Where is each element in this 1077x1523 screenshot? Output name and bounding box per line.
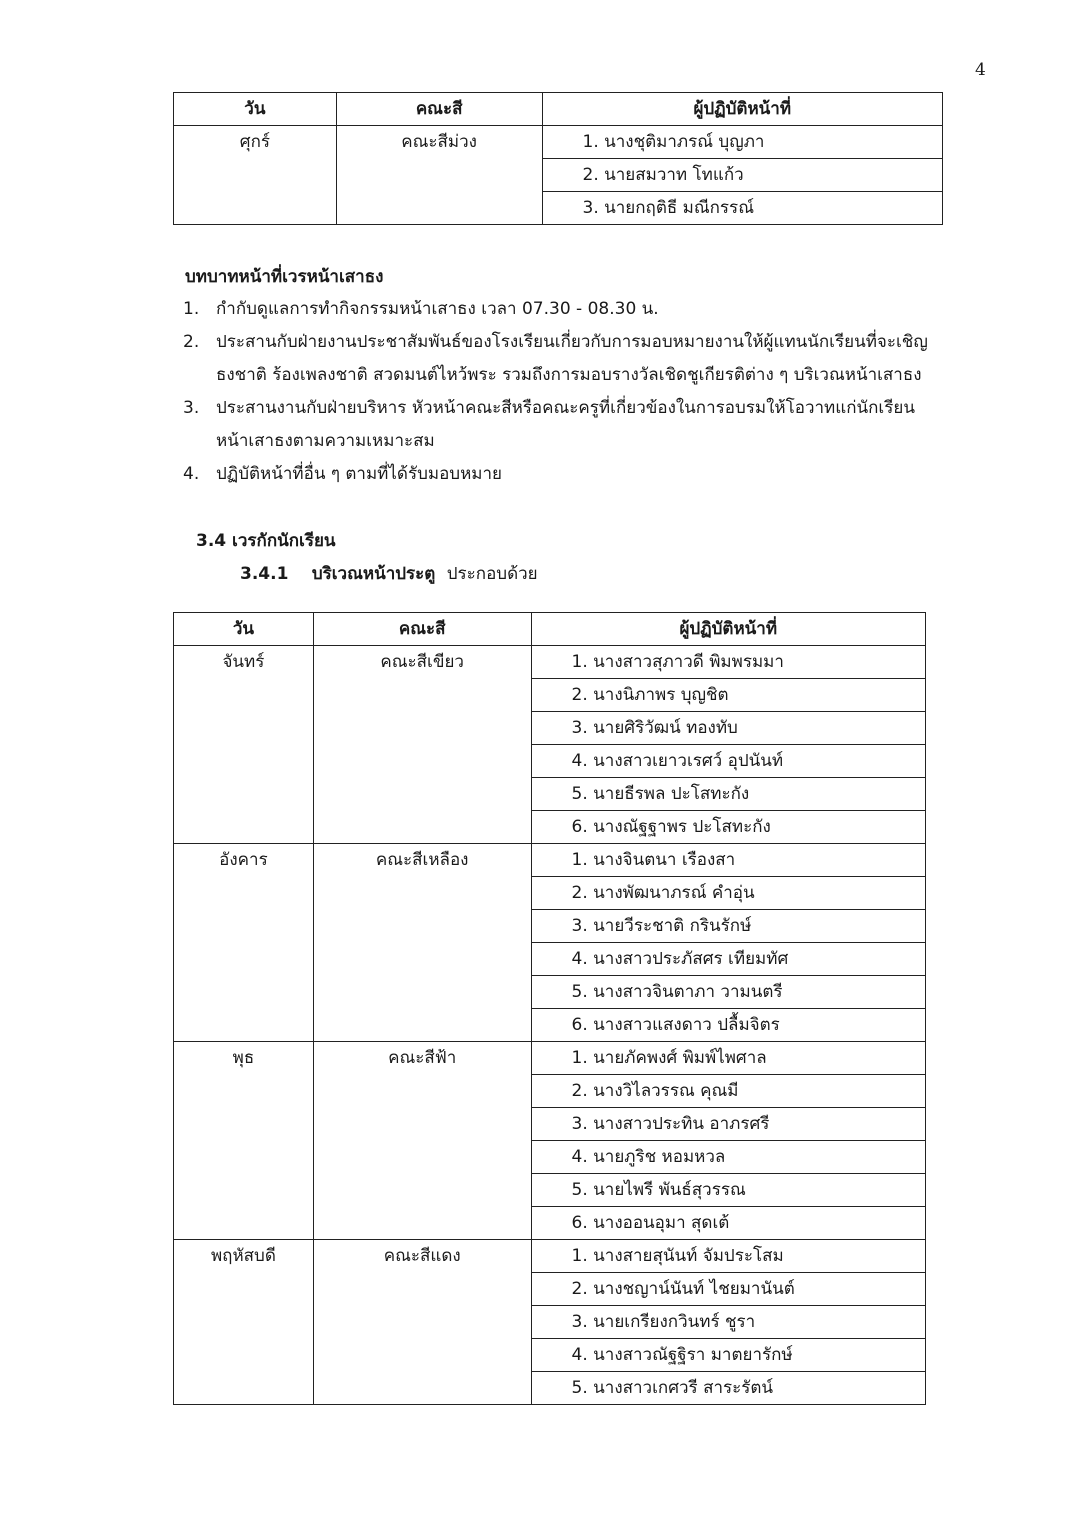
duty-text: หน้าเสาธงตามความเหมาะสม [216, 431, 435, 451]
team-cell: คณะสีม่วง [336, 126, 542, 225]
staff-name-cell: 3. นายกฤติธี มณีกรรณ์ [542, 192, 943, 225]
duty-text: ปฏิบัติหน้าที่อื่น ๆ ตามที่ได้รับมอบหมาย [216, 464, 503, 484]
staff-name-cell: 5. นายไพรี พันธ์สุวรรณ [531, 1174, 925, 1207]
header-team: คณะสี [313, 613, 531, 646]
staff-name-cell: 5. นายธีรพล ปะโสทะกัง [531, 778, 925, 811]
table-row [174, 1240, 926, 1273]
subsection-suffix: ประกอบด้วย [446, 564, 538, 584]
duty-table-friday [173, 92, 943, 225]
duty-number: 3. [183, 398, 200, 418]
staff-name-cell: 1. นายภัคพงศ์ พิมพ์ไพศาล [531, 1042, 925, 1075]
section-title: 3.4 เวรกักนักเรียน [196, 531, 336, 551]
subsection-number: 3.4.1 [240, 564, 289, 584]
team-cell: คณะสีเขียว [313, 646, 531, 844]
staff-name-cell: 4. นางสาวณัฐฐิรา มาตยารักษ์ [531, 1339, 925, 1372]
staff-name-cell: 1. นางสาวสุภาวดี พิมพรมมา [531, 646, 925, 679]
staff-name-cell: 5. นางสาวเกศวรี สาระรัตน์ [531, 1372, 925, 1405]
staff-name-cell: 2. นายสมวาท โทแก้ว [542, 159, 943, 192]
duty-text: ธงชาติ ร้องเพลงชาติ สวดมนต์ไหว้พระ รวมถึงการมอบรางวัลเชิดชูเกียรติต่าง ๆ บริเวณหน้าเสาธง [216, 365, 922, 385]
page-number: 4 [975, 60, 986, 80]
header-team: คณะสี [336, 93, 542, 126]
staff-name-cell: 4. นางสาวประภัสศร เทียมทัศ [531, 943, 925, 976]
header-day: วัน [174, 613, 314, 646]
staff-name-cell: 3. นายวีระชาติ กรินรักษ์ [531, 910, 925, 943]
team-cell: คณะสีฟ้า [313, 1042, 531, 1240]
staff-name-cell: 2. นางวิไลวรรณ คุณมี [531, 1075, 925, 1108]
staff-name-cell: 5. นางสาวจินตาภา วามนตรี [531, 976, 925, 1009]
staff-name-cell: 1. นางชุติมาภรณ์ บุญภา [542, 126, 943, 159]
day-cell: พุธ [174, 1042, 314, 1240]
table-row [174, 126, 943, 159]
header-day: วัน [174, 93, 337, 126]
table-row [174, 1042, 926, 1075]
staff-name-cell: 3. นายศิริวัฒน์ ทองทับ [531, 712, 925, 745]
table-header-row [174, 613, 926, 646]
staff-name-cell: 6. นางออนอุมา สุดเต้ [531, 1207, 925, 1240]
duty-table-gate [173, 612, 926, 1405]
duty-text: ประสานกับฝ่ายงานประชาสัมพันธ์ของโรงเรียนเกี่ยวกับการมอบหมายงานให้ผู้แทนนักเรียนที่จะเชิญ [216, 332, 928, 352]
subsection-heading [240, 560, 538, 587]
header-staff: ผู้ปฏิบัติหน้าที่ [531, 613, 925, 646]
staff-name-cell: 2. นางพัฒนาภรณ์ คำอุ่น [531, 877, 925, 910]
staff-name-cell: 2. นางชญาน์นันท์ ไชยมานันต์ [531, 1273, 925, 1306]
staff-name-cell: 6. นางสาวแสงดาว ปลื้มจิตร [531, 1009, 925, 1042]
day-cell: อังคาร [174, 844, 314, 1042]
duty-number: 4. [183, 464, 200, 484]
staff-name-cell: 3. นางสาวประทิน อาภรศรี [531, 1108, 925, 1141]
duty-item [183, 326, 1003, 392]
staff-name-cell: 6. นางณัฐฐาพร ปะโสทะกัง [531, 811, 925, 844]
day-cell: ศุกร์ [174, 126, 337, 225]
header-staff: ผู้ปฏิบัติหน้าที่ [542, 93, 943, 126]
staff-name-cell: 4. นายภูริช หอมหวล [531, 1141, 925, 1174]
staff-name-cell: 3. นายเกรียงกวินทร์ ชูรา [531, 1306, 925, 1339]
duty-text: ประสานงานกับฝ่ายบริหาร หัวหน้าคณะสีหรือคณะครูที่เกี่ยวข้องในการอบรมให้โอวาทแก่นักเรียน [216, 398, 915, 418]
staff-name-cell: 4. นางสาวเยาวเรศว์ อุปนันท์ [531, 745, 925, 778]
day-cell: จันทร์ [174, 646, 314, 844]
table-header-row [174, 93, 943, 126]
duty-item [183, 293, 1003, 326]
duty-item [183, 392, 1003, 458]
table-row [174, 646, 926, 679]
team-cell: คณะสีเหลือง [313, 844, 531, 1042]
staff-name-cell: 2. นางนิภาพร บุญชิต [531, 679, 925, 712]
team-cell: คณะสีแดง [313, 1240, 531, 1405]
day-cell: พฤหัสบดี [174, 1240, 314, 1405]
duty-item [183, 458, 1003, 491]
staff-name-cell: 1. นางสายสุนันท์ จัมประโสม [531, 1240, 925, 1273]
table-row [174, 844, 926, 877]
duty-text: กำกับดูแลการทำกิจกรรมหน้าเสาธง เวลา 07.30 - 08.30 น. [216, 299, 659, 319]
duty-number: 1. [183, 299, 200, 319]
subsection-title: บริเวณหน้าประตู [311, 564, 436, 584]
staff-name-cell: 1. นางจินตนา เรืองสา [531, 844, 925, 877]
duty-number: 2. [183, 332, 200, 352]
duties-title: บทบาทหน้าที่เวรหน้าเสาธง [185, 267, 384, 287]
